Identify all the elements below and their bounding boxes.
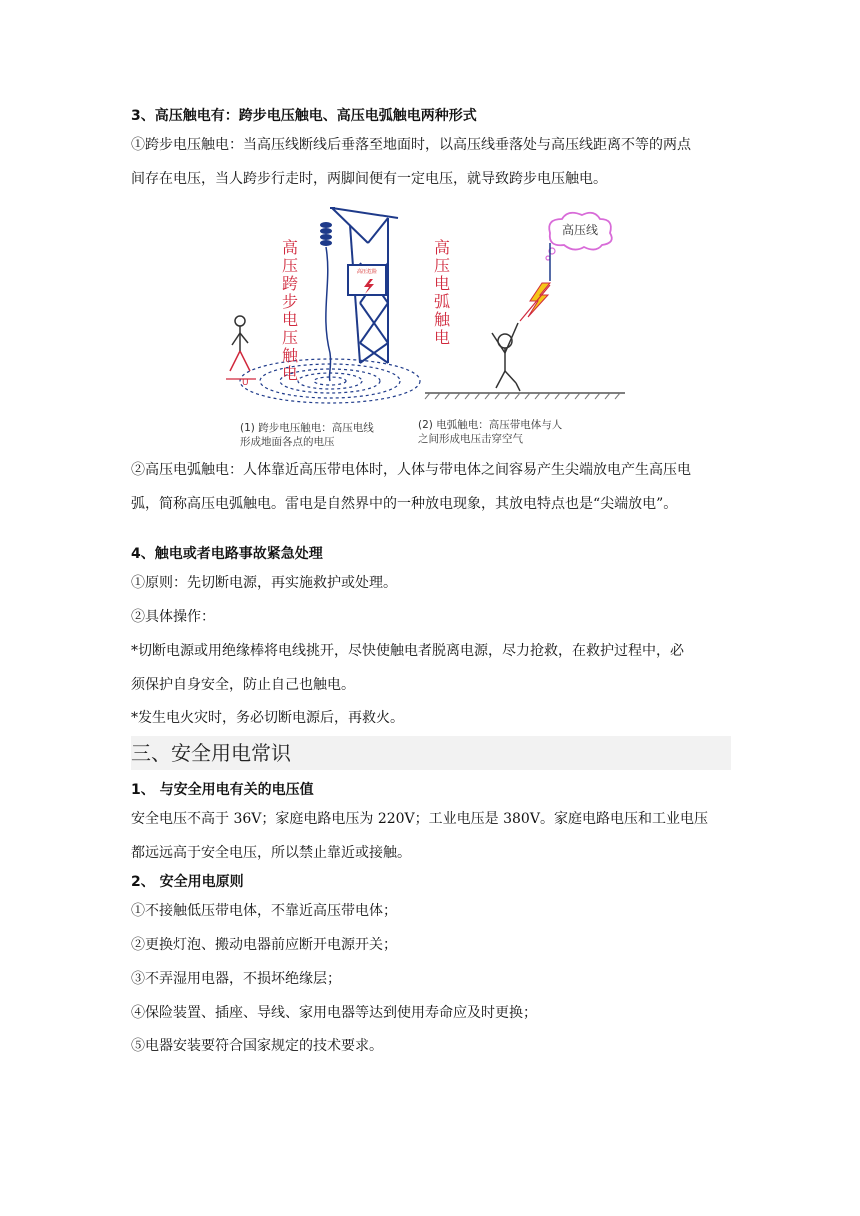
section4-line5: *发生电火灾时，务必切断电源后，再救火。 [131,710,404,726]
cloud-label: 高压线 [561,223,599,237]
section4-line4: 须保护自身安全，防止自己也触电。 [131,677,355,693]
ground-hatch [425,393,620,399]
danger-sign-text: 高压危险 [356,269,378,275]
svg-text:触: 触 [433,310,451,329]
arc-line [520,285,550,321]
svg-text:高: 高 [281,238,299,257]
section3-heading: 3、高压触电有：跨步电压触电、高压电弧触电两种形式 [131,108,477,124]
part3-sub1-line1: 安全电压不高于 36V；家庭电路电压为 220V；工业电压是 380V。家庭电路电压和工业电压 [131,811,708,827]
shocked-person-icon [492,323,520,391]
svg-text:触: 触 [281,346,299,365]
rule-item: ⑤电器安装要符合国家规定的技术要求。 [131,1038,383,1054]
svg-text:电: 电 [433,274,451,293]
svg-text:跨: 跨 [281,274,299,293]
arc-shock-text-line1: ②高压电弧触电：人体靠近高压带电体时，人体与带电体之间容易产生尖端放电产生高压电 [131,462,691,478]
svg-text:电: 电 [281,310,299,329]
section4-line2: ②具体操作： [131,609,215,625]
svg-text:压: 压 [281,328,299,347]
rule-item: ①不接触低压带电体，不靠近高压带电体； [131,903,397,919]
step-voltage-text-line2: 间存在电压，当人跨步行走时，两脚间便有一定电压，就导致跨步电压触电。 [131,171,607,187]
walking-person-icon [230,316,250,371]
electric-shock-figure [220,203,640,453]
insulator-icon [320,222,332,246]
rule-item: ③不弄湿用电器，不损坏绝缘层； [131,971,341,987]
caption-left-line1: (1) 跨步电压触电：高压电线 [240,422,374,434]
svg-text:电: 电 [281,364,299,383]
section4-heading: 4、触电或者电路事故紧急处理 [131,546,323,562]
step-voltage-vertical-label [282,238,299,383]
step-voltage-text-line1: ①跨步电压触电：当高压线断线后垂落至地面时，以高压线垂落处与高压线距离不等的两点 [131,137,691,153]
section4-line3: *切断电源或用绝缘棒将电线挑开，尽快使触电者脱离电源，尽力抢救，在救护过程中，必 [131,643,684,659]
svg-text:步: 步 [281,292,299,311]
fallen-wire [326,247,331,381]
svg-text:压: 压 [433,256,451,275]
part3-sub1-heading: 1、 与安全用电有关的电压值 [131,782,314,798]
part3-title: 三、安全用电常识 [131,741,291,765]
caption-right-line2: 之间形成电压击穿空气 [418,433,523,445]
svg-text:压: 压 [281,256,299,275]
part3-sub2-heading: 2、 安全用电原则 [131,874,244,890]
u-label: U [242,378,249,388]
arc-shock-text-line2: 弧，简称高压电弧触电。雷电是自然界中的一种放电现象，其放电特点也是“尖端放电”。 [131,496,678,512]
rule-item: ②更换灯泡、搬动电器前应断开电源开关； [131,937,397,953]
svg-text:高: 高 [433,238,451,257]
transmission-tower-icon [330,208,398,363]
caption-right-line1: (2) 电弧触电：高压带电体与人 [418,419,563,431]
section4-line1: ①原则：先切断电源，再实施救护或处理。 [131,575,397,591]
arc-shock-vertical-label [434,238,451,347]
caption-left-line2: 形成地面各点的电压 [240,436,335,448]
svg-text:电: 电 [433,328,451,347]
rule-item: ④保险装置、插座、导线、家用电器等达到使用寿命应及时更换； [131,1005,537,1021]
part3-sub1-line2: 都远远高于安全电压，所以禁止靠近或接触。 [131,845,411,861]
svg-text:弧: 弧 [433,292,451,311]
